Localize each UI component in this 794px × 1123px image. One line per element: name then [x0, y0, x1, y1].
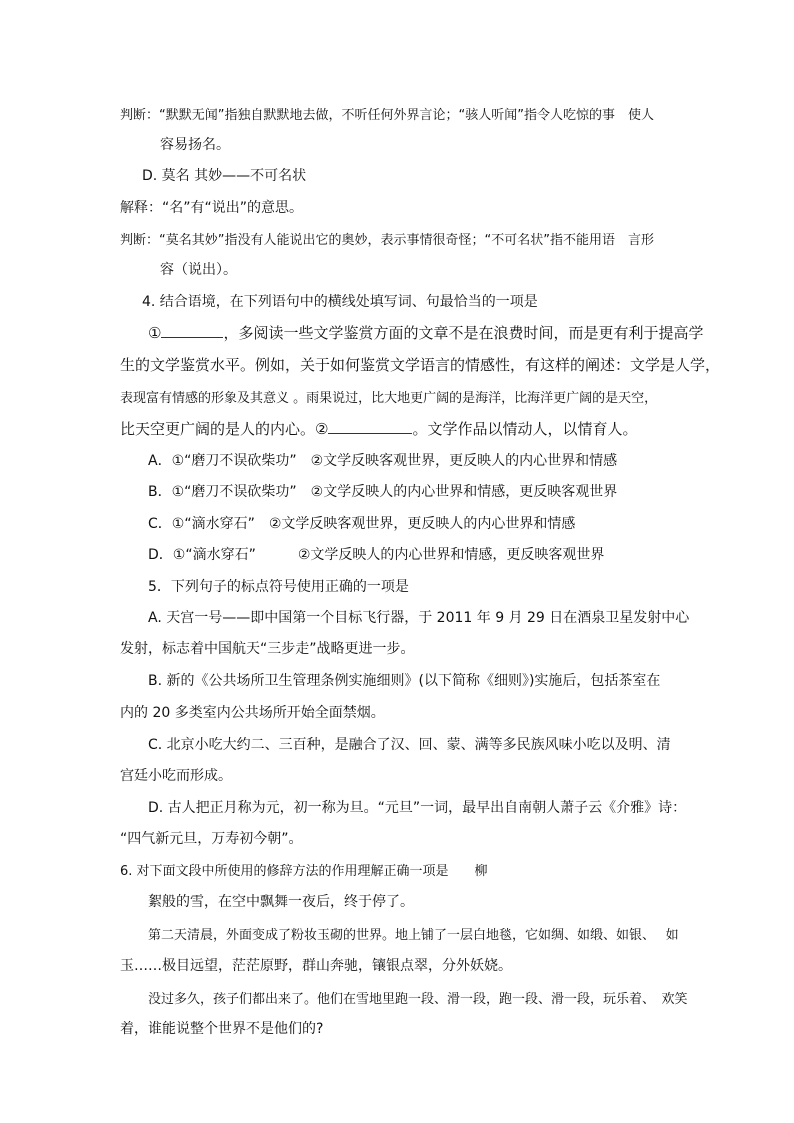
option-b: B. 新的《公共场所卫生管理条例实施细则》(以下简称《细则》)实施后，包括茶室在	[148, 673, 661, 689]
text-line	[120, 418, 637, 439]
text-span: 比天空更广阔的是人的内心。	[120, 420, 316, 438]
blank-1-marker: ①	[148, 324, 162, 342]
text-line: 判断：“默默无闻”指独自默默地去做，不听任何外界言论；“骇人听闻”指令人吃惊的事 使人	[120, 108, 654, 123]
text-line: D. 莫名 其妙——不可名状	[142, 168, 307, 184]
text-line: 表现富有情感的形象及其意义 。雨果说过，比大地更广阔的是海洋，比海洋更广阔的是天空，	[120, 391, 658, 406]
option-d: D. 古人把正月称为元，初一称为旦。“元旦”一词，最早出自南朝人萧子云《介雅》诗：	[148, 800, 687, 816]
text-line: 宫廷小吃而形成。	[120, 768, 232, 784]
text-line: 絮般的雪，在空中飘舞一夜后，终于停了。	[148, 894, 414, 910]
text-line: “四气新元旦，万寿初今朝”。	[120, 831, 303, 847]
text-line: 发射，标志着中国航天“三步走”战略更进一步。	[120, 641, 415, 657]
text-line: 容（说出）。	[160, 262, 237, 278]
text-line: 第二天清晨，外面变成了粉妆玉砌的世界。地上铺了一层白地毯，它如绸、如缎、如银、 如	[148, 928, 679, 943]
text-line: 着，谁能说整个世界不是他们的?	[120, 1021, 324, 1037]
text-line: 解释：“名”有“说出”的意思。	[120, 200, 304, 216]
text-line: 判断：“莫名其妙”指没有人能说出它的奥妙，表示事情很奇怪；“不可名状”指不能用语 言形	[120, 233, 654, 248]
blank-1-line	[161, 323, 223, 338]
text-line: 玉……极目远望，茫茫原野，群山奔驰，镶银点翠，分外妖娆。	[120, 958, 512, 974]
text-line: 内的 20 多类室内公共场所开始全面禁烟。	[120, 705, 385, 721]
question-6-stem: 6. 对下面文段中所使用的修辞方法的作用理解正确一项是 柳	[120, 864, 488, 879]
option-b: B．①“磨刀不误砍柴功” ②文学反映人的内心世界和情感，更反映客观世界	[148, 484, 618, 500]
blank-2-marker: ②	[315, 420, 329, 438]
question-4-stem: 4. 结合语境，在下列语句中的横线处填写词、句最恰当的一项是	[142, 294, 538, 310]
text-line: 生的文学鉴赏水平。例如，关于如何鉴赏文学语言的情感性，有这样的阐述：文学是人学，	[120, 356, 721, 374]
question-5-stem: 5．下列句子的标点符号使用正确的一项是	[148, 579, 409, 595]
option-a: A．①“磨刀不误砍柴功” ②文学反映客观世界，更反映人的内心世界和情感	[148, 453, 618, 469]
text-span: 。文学作品以情动人，以情育人。	[412, 420, 638, 438]
option-c: C. 北京小吃大约二、三百种，是融合了汉、回、蒙、满等多民族风味小吃以及明、清	[148, 737, 671, 753]
text-line: 没过多久，孩子们都出来了。他们在雪地里跑一段、滑一段，跑一段、滑一段，玩乐着、 欢笑	[148, 992, 688, 1007]
text-line: 容易扬名。	[160, 137, 230, 153]
option-d: D．①“滴水穿石” ②文学反映人的内心世界和情感，更反映客观世界	[148, 547, 605, 563]
text-line	[148, 322, 703, 343]
option-a: A. 天宫一号——即中国第一个目标飞行器，于 2011 年 9 月 29 日在酒泉卫星发射中心	[148, 610, 690, 626]
blank-2-line	[328, 419, 412, 434]
text-span: ，多阅读一些文学鉴赏方面的文章不是在浪费时间，而是更有利于提高学	[223, 324, 704, 342]
option-c: C．①“滴水穿石” ②文学反映客观世界，更反映人的内心世界和情感	[148, 516, 576, 532]
